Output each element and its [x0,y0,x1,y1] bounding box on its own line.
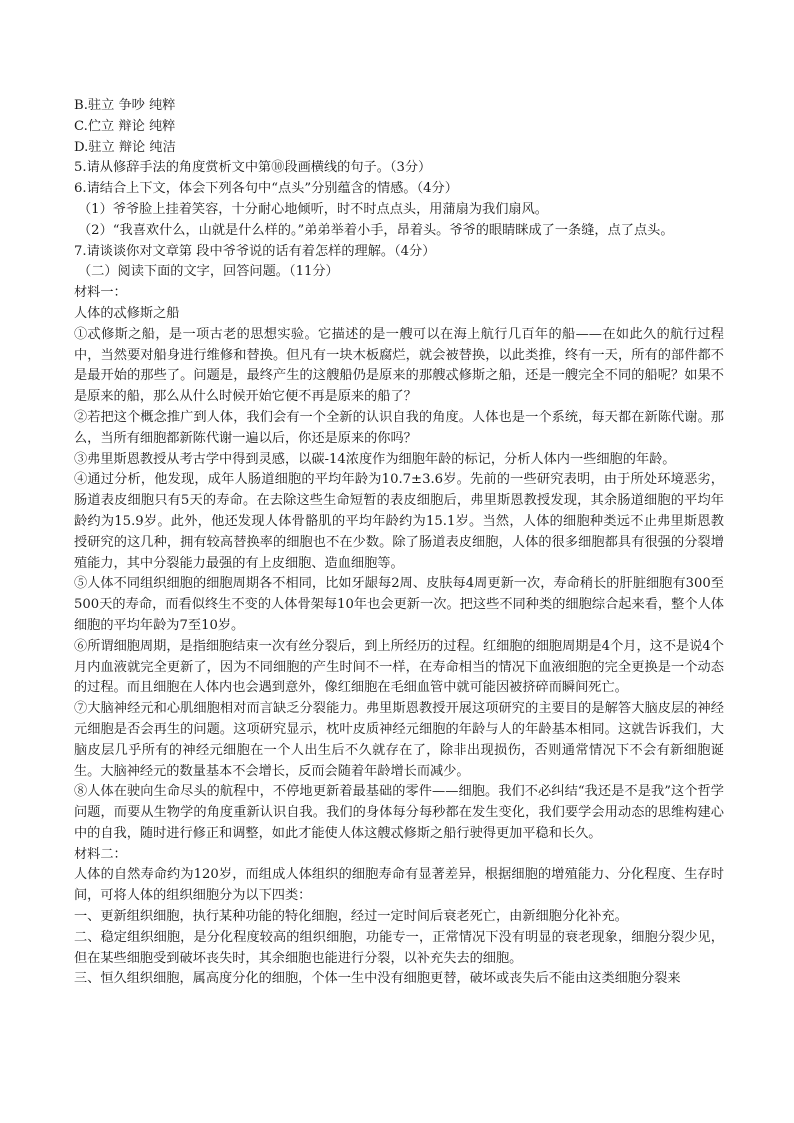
question-6: 6.请结合上下文，体会下列各句中“点头”分别蕴含的情感。（4分） [74,181,458,197]
option-c: C.伫立 辩论 纯粹 [74,118,176,134]
material-2-paragraph-1: 人体的自然寿命约为120岁，而组成人体组织的细胞寿命有显著差异，根据细胞的增殖能力、分化程度、生存时间，可将人体的组织细胞分为以下四类： [74,867,724,904]
option-d: D.驻立 辩论 纯洁 [74,139,176,155]
paragraph-1: ①忒修斯之船，是一项古老的思想实验。它描述的是一艘可以在海上航行几百年的船——在如此久的航行过程中，当然要对船身进行维修和替换。但凡有一块木板腐烂，就会被替换，以此类推，终有一天，所有的部件都不是最开始的那些了。问题是，最终产生的这艘船仍是原来的那艘忒修斯之船，还是一艘完全不同的船呢？如果不是原来的船，那么从什么时候开始它便不再是原来的船了？ [74,326,724,405]
option-b: B.驻立 争吵 纯粹 [74,98,176,113]
material-2-item-2: 二、稳定组织细胞，是分化程度较高的组织细胞，功能专一，正常情况下没有明显的衰老现象，细胞分裂少见，但在某些细胞受到破坏丧失时，其余细胞也能进行分裂，以补充失去的细胞。 [74,929,724,966]
material-2-item-1: 一、更新组织细胞，执行某种功能的特化细胞，经过一定时间后衰老死亡，由新细胞分化补充。 [74,909,628,925]
material-1-label: 材料一： [74,285,127,301]
question-7: 7.请谈谈你对文章第 段中爷爷说的话有着怎样的理解。（4分） [74,243,436,259]
article-title: 人体的忒修斯之船 [74,305,180,321]
material-2-label: 材料二： [74,846,127,862]
paragraph-7: ⑦大脑神经元和心肌细胞相对而言缺乏分裂能力。弗里斯恩教授开展这项研究的主要目的是解答大脑皮层的神经元细胞是否会再生的问题。这项研究显示，枕叶皮质神经元细胞的年龄与人的年龄基本相同。这就告诉我们，大脑皮层几乎所有的神经元细胞在一个人出生后不久就存在了，除非出现损伤，否则通常情况下不会有新细胞诞生。大脑神经元的数量基本不会增长，反而会随着年龄增长而减少。 [74,701,724,779]
paragraph-8: ⑧人体在驶向生命尽头的航程中，不停地更新着最基础的零件——细胞。我们不必纠结“我还是不是我”这个哲学问题，而要从生物学的角度重新认识自我。我们的身体每分每秒都在发生变化，我们要学会用动态的思维构建心中的自我，随时进行修正和调整，如此才能使人体这艘忒修斯之船行驶得更加平稳和长久。 [74,784,724,841]
question-5: 5.请从修辞手法的角度赏析文中第⑩段画横线的句子。（3分） [74,160,432,176]
section-heading: （二）阅读下面的文字，回答问题。（11分） [78,264,339,280]
paragraph-6: ⑥所谓细胞周期，是指细胞结束一次有丝分裂后，到上所经历的过程。红细胞的细胞周期是4个月，这不是说4个月内血液就完全更新了，因为不同细胞的产生时间不一样，在寿命相当的情况下血液细胞的完全更换是一个动态的过程。而且细胞在人体内也会遇到意外，像红细胞在毛细血管中就可能因被挤碎而瞬间死亡。 [74,638,724,696]
paragraph-3: ③弗里斯恩教授从考古学中得到灵感，以碳-14浓度作为细胞年龄的标记，分析人体内一些细胞的年龄。 [74,451,676,467]
question-6-item-1: （1）爷爷脸上挂着笑容，十分耐心地倾听，时不时点点头，用蒲扇为我们扇风。 [78,201,548,217]
paragraph-2: ②若把这个概念推广到人体，我们会有一个全新的认识自我的角度。人体也是一个系统，每天都在新陈代谢。那么，当所有细胞都新陈代谢一遍以后，你还是原来的你吗？ [74,409,724,446]
paragraph-5: ⑤人体不同组织细胞的细胞周期各不相同，比如牙龈每2周、皮肤每4周更新一次，寿命稍长的肝脏细胞有300至500天的寿命，而看似终生不变的人体骨架每10年也会更新一次。把这些不同种类的细胞综合起来看，整个人体细胞的平均年龄为7至10岁。 [74,576,724,633]
document-page [74,96,724,990]
question-6-item-2: （2）“我喜欢什么，山就是什么样的。”弟弟举着小手，昂着头。爷爷的眼睛眯成了一条缝，点了点头。 [78,222,674,238]
paragraph-4: ④通过分析，他发现，成年人肠道细胞的平均年龄为10.7±3.6岁。先前的一些研究表明，由于所处环境恶劣，肠道表皮细胞只有5天的寿命。在去除这些生命短暂的表皮细胞后，弗里斯恩教授发现，其余肠道细胞的平均年龄约为15.9岁。此外，他还发现人体骨骼肌的平均年龄约为15.1岁。当然，人体的细胞种类远不止弗里斯恩教授研究的这几种，拥有较高替换率的细胞也不在少数。除了肠道表皮细胞，人体的很多细胞都具有很强的分裂增殖能力，其中分裂能力最强的有上皮细胞、造血细胞等。 [74,472,724,571]
material-2-item-3: 三、恒久组织细胞，属高度分化的细胞，个体一生中没有细胞更替，破坏或丧失后不能由这类细胞分裂来 [74,971,681,987]
